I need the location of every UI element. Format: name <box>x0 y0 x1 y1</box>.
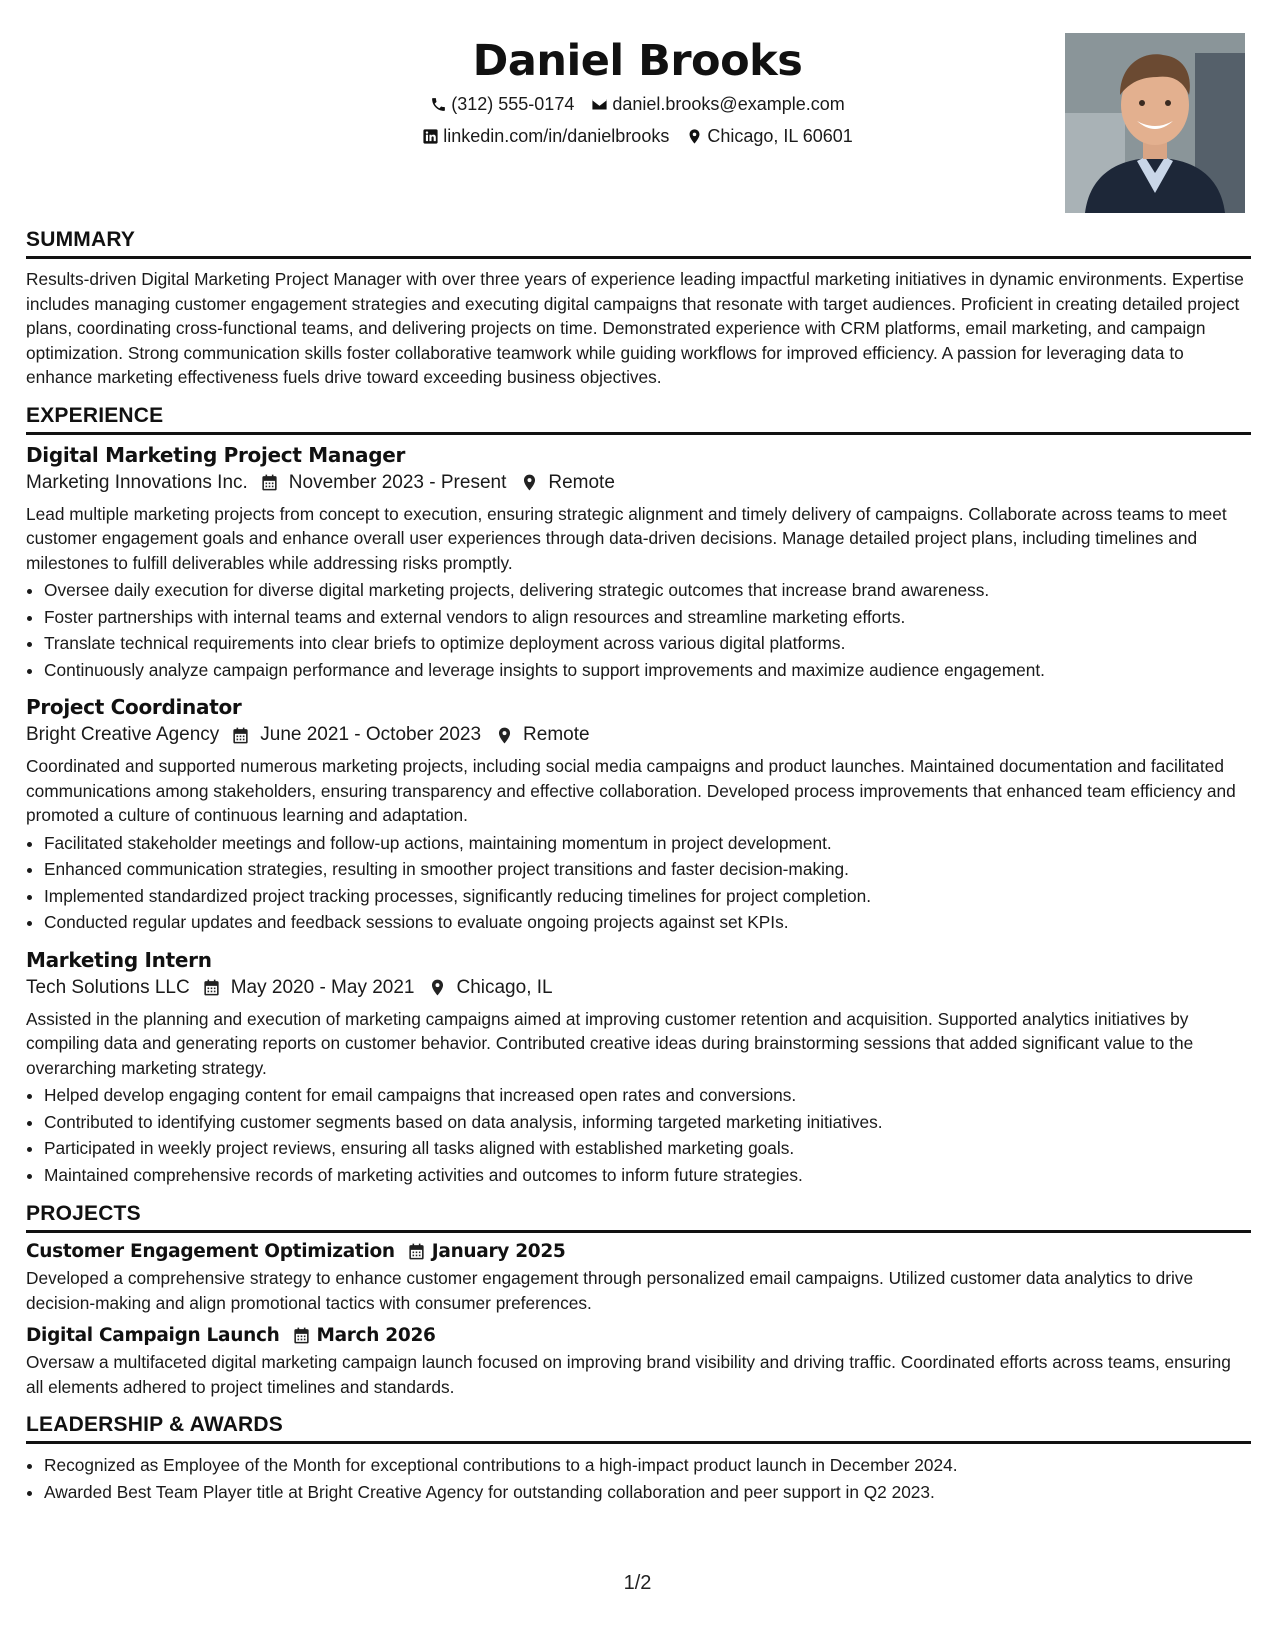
list-item: • Oversee daily execution for diverse digital marketing projects, delivering strategic outcomes that increase brand awareness. <box>44 577 1251 604</box>
project-date: January 2025 <box>431 1241 566 1262</box>
list-item: • Conducted regular updates and feedback sessions to evaluate ongoing projects against set KPIs. <box>44 909 1251 936</box>
summary-heading: SUMMARY <box>26 228 1251 259</box>
calendar-icon <box>292 1326 311 1345</box>
job-company: Tech Solutions LLC <box>26 976 190 998</box>
resume-body <box>26 228 1251 1519</box>
project-header <box>26 1325 1251 1346</box>
calendar-icon <box>231 726 250 745</box>
list-item: • Continuously analyze campaign performance and leverage insights to support improvements and maximize audience engagement. <box>44 657 1251 684</box>
project-name: Customer Engagement Optimization <box>26 1241 395 1262</box>
map-pin-icon <box>428 978 447 997</box>
projects-heading: PROJECTS <box>26 1202 1251 1233</box>
awards-list <box>26 1452 1251 1505</box>
job-meta <box>26 977 1251 999</box>
location-contact <box>686 126 852 147</box>
awards-heading: LEADERSHIP & AWARDS <box>26 1413 1251 1444</box>
list-item: • Awarded Best Team Player title at Bright Creative Agency for outstanding collaboration and peer support in Q2 2023. <box>44 1479 1251 1506</box>
profile-photo <box>1065 33 1245 213</box>
job-location: Remote <box>523 724 590 745</box>
envelope-icon <box>591 96 608 113</box>
map-pin-icon <box>495 726 514 745</box>
summary-section <box>26 228 1251 390</box>
phone-contact <box>430 94 574 115</box>
job-bullets <box>26 577 1251 683</box>
list-item: • Implemented standardized project tracking processes, significantly reducing timelines for project completion. <box>44 883 1251 910</box>
project-date: March 2026 <box>316 1325 436 1346</box>
linkedin-text[interactable]: linkedin.com/in/danielbrooks <box>443 126 670 146</box>
job-title: Marketing Intern <box>26 947 212 972</box>
linkedin-icon <box>422 128 439 145</box>
calendar-icon <box>407 1242 426 1261</box>
location-text: Chicago, IL 60601 <box>707 126 853 146</box>
portrait-illustration <box>1065 33 1245 213</box>
experience-section <box>26 404 1251 1189</box>
project-header <box>26 1241 1251 1262</box>
list-item: • Facilitated stakeholder meetings and follow-up actions, maintaining momentum in project development. <box>44 830 1251 857</box>
list-item: • Maintained comprehensive records of marketing activities and outcomes to inform future strategies. <box>44 1162 1251 1189</box>
project-entry <box>26 1241 1251 1315</box>
awards-section <box>26 1413 1251 1505</box>
job-title: Digital Marketing Project Manager <box>26 442 406 467</box>
candidate-name: Daniel Brooks <box>472 36 803 86</box>
map-pin-icon <box>686 128 703 145</box>
job-company: Marketing Innovations Inc. <box>26 471 248 493</box>
job-description: Assisted in the planning and execution of marketing campaigns aimed at improving customer retention and acquisition. Supported analytics initiatives by compiling data and generating reports on customer behavior. Contributed creative ideas during brainstorming sessions that added significant value to the overarching marketing strategy. <box>26 1008 1194 1078</box>
summary-text: Results-driven Digital Marketing Project Manager with over three years of experience leading impactful marketing initiatives in dynamic environments. Expertise includes managing customer engagement strategies and executing digital campaigns that resonate with target audiences. Proficient in creating detailed project plans, coordinating cross-functional teams, and delivering projects on time. Demonstrated experience with CRM platforms, email marketing, and campaign optimization. Strong communication skills foster collaborative teamwork while guiding workflows for improved efficiency. A passion for leveraging data to enhance marketing effectiveness fuels drive toward exceeding business objectives. <box>26 269 1244 387</box>
job-entry <box>26 695 1251 936</box>
job-bullets <box>26 1082 1251 1188</box>
list-item: • Contributed to identifying customer segments based on data analysis, informing targeted marketing initiatives. <box>44 1109 1251 1136</box>
job-dates: November 2023 - Present <box>288 471 507 493</box>
job-meta <box>26 724 1251 746</box>
job-bullets <box>26 830 1251 936</box>
job-location: Remote <box>548 471 615 493</box>
project-name: Digital Campaign Launch <box>26 1325 280 1346</box>
phone-icon <box>430 96 447 113</box>
email-text[interactable]: daniel.brooks@example.com <box>612 94 845 114</box>
linkedin-contact[interactable] <box>422 126 669 147</box>
phone-text: (312) 555-0174 <box>451 94 575 114</box>
list-item: • Helped develop engaging content for email campaigns that increased open rates and conversions. <box>44 1082 1251 1109</box>
job-description: Lead multiple marketing projects from concept to execution, ensuring strategic alignment and timely delivery of campaigns. Collaborate across teams to meet customer engagement goals and enhance overall user experiences through data-driven decisions. Manage detailed project plans, including timelines and milestones to fulfill deliverables while addressing risks promptly. <box>26 503 1227 573</box>
job-company: Bright Creative Agency <box>26 724 220 745</box>
job-dates: May 2020 - May 2021 <box>230 976 415 998</box>
job-description: Coordinated and supported numerous marketing projects, including social media campaigns and product launches. Maintained documentation and facilitated communications among stakeholders, ensuring transparency and effective collaboration. Developed process improvements that enhanced team efficiency and promoted a culture of continuous learning and adaptation. <box>26 756 1236 825</box>
list-item: • Foster partnerships with internal teams and external vendors to align resources and streamline marketing efforts. <box>44 604 1251 631</box>
projects-section <box>26 1202 1251 1399</box>
list-item: • Enhanced communication strategies, resulting in smoother project transitions and faster decision-making. <box>44 856 1251 883</box>
job-meta <box>26 472 1251 494</box>
email-contact[interactable] <box>591 94 844 115</box>
project-description: Developed a comprehensive strategy to enhance customer engagement through personalized email campaigns. Utilized customer data analytics to drive decision-making and align promotional tactics with consumer preferences. <box>26 1268 1194 1313</box>
job-entry <box>26 948 1251 1189</box>
job-location: Chicago, IL <box>456 976 553 998</box>
list-item: • Participated in weekly project reviews, ensuring all tasks aligned with established marketing goals. <box>44 1135 1251 1162</box>
job-dates: June 2021 - October 2023 <box>260 724 482 745</box>
calendar-icon <box>202 978 221 997</box>
list-item: • Translate technical requirements into clear briefs to optimize deployment across various digital platforms. <box>44 630 1251 657</box>
project-description: Oversaw a multifaceted digital marketing campaign launch focused on improving brand visibility and driving traffic. Coordinated efforts across teams, ensuring all elements adhered to project timelines and standards. <box>26 1352 1231 1397</box>
list-item: • Recognized as Employee of the Month for exceptional contributions to a high-impact product launch in December 2024. <box>44 1452 1251 1479</box>
experience-heading: EXPERIENCE <box>26 404 1251 435</box>
map-pin-icon <box>520 473 539 492</box>
page-number: 1/2 <box>623 1572 652 1594</box>
calendar-icon <box>260 473 279 492</box>
job-title: Project Coordinator <box>26 695 242 719</box>
project-entry <box>26 1325 1251 1399</box>
job-entry <box>26 443 1251 684</box>
